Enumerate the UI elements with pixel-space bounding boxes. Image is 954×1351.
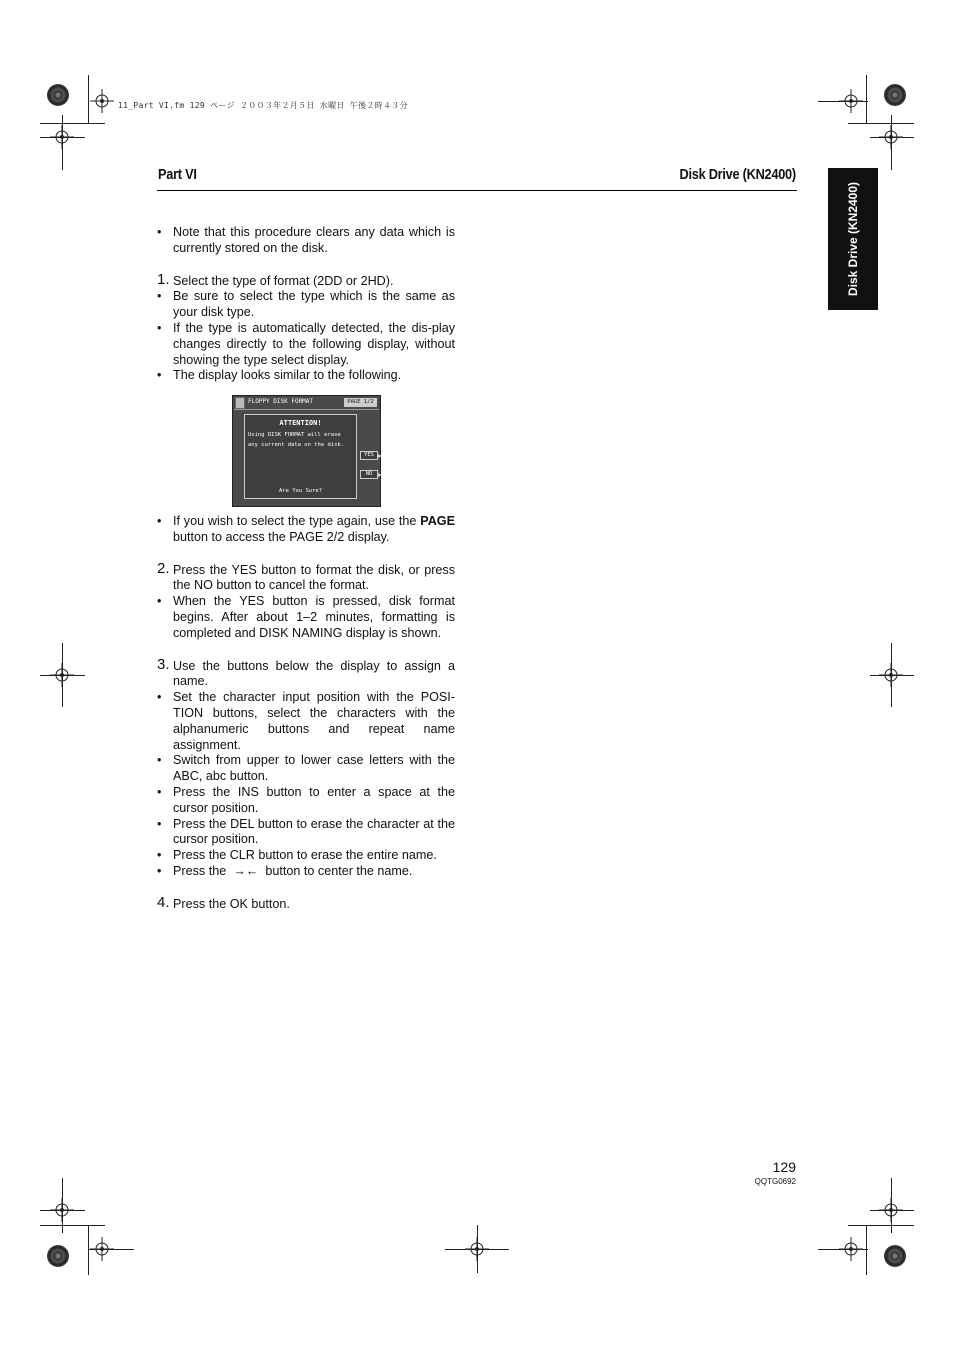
list-item: • Press the DEL button to erase the character at the cursor position. [157,817,455,849]
list-item: • Press the →← button to center the name. [157,864,455,880]
list-item: • If the type is automatically detected, the dis-play changes directly to the following display, without showing the type select display. [157,321,455,368]
step-text: Press the OK button. [173,896,290,911]
intro-note: • Note that this procedure clears any data which is currently stored on the disk. [157,225,455,257]
step-text: Use the buttons below the display to assign a name. [173,658,455,689]
document-code: QQTG0692 [754,1177,796,1186]
lcd-message-line-2: any current data on the disk. [248,442,345,448]
running-head-part: Part VI [158,166,197,183]
list-item: • When the YES button is pressed, disk format begins. After about 1–2 minutes, formatting is completed and DISK NAMING display is shown. [157,594,455,641]
step-number: 2. [157,559,170,577]
list-item: • Set the character input position with the POSI-TION buttons, select the characters with the alphanumeric buttons and repeat name assignment. [157,690,455,753]
content-upper [157,225,455,384]
step-number: 1. [157,270,170,288]
step-4 [157,893,455,913]
disk-icon [235,397,245,409]
content-lower [157,514,455,913]
lcd-dialog [244,414,357,499]
print-header: 11_Part VI.fm 129 ページ ２００３年２月５日 水曜日 午後２時４３分 [118,101,408,110]
registration-target-icon [90,89,114,113]
list-item: • If you wish to select the type again, use the PAGE button to access the PAGE 2/2 display. [157,514,455,546]
lcd-message-line-1: Using DISK FORMAT will erase [248,432,341,438]
lcd-display-figure [232,395,381,507]
step-text: Select the type of format (2DD or 2HD). [173,273,394,288]
step-3 [157,655,455,691]
list-item: • Be sure to select the type which is the same as your disk type. [157,289,455,321]
side-thumb-tab [828,168,878,310]
lcd-confirm-prompt: Are You Sure? [278,488,323,494]
registration-disc-icon [47,84,69,106]
list-item: • Press the CLR button to erase the entire name. [157,848,455,864]
list-item: • Switch from upper to lower case letters with the ABC, abc button. [157,753,455,785]
step-number: 3. [157,655,170,673]
lcd-no-button: NO [360,470,378,479]
lcd-yes-button: YES [360,451,378,460]
step-1 [157,270,455,290]
registration-disc-icon [47,1245,69,1267]
lcd-divider [234,409,379,410]
list-item: • Press the INS button to enter a space at the cursor position. [157,785,455,817]
lcd-page-indicator: PAGE 1/2 [344,398,377,407]
page-number: 129 [772,1159,796,1175]
lcd-title: FLOPPY DISK FORMAT [248,398,314,405]
list-item: • The display looks similar to the following. [157,368,455,384]
registration-disc-icon [884,84,906,106]
header-rule [157,190,797,191]
step-text: Press the YES button to format the disk, or press the NO button to cancel the format. [173,562,455,593]
step-number: 4. [157,893,170,911]
lcd-attention: ATTENTION! [279,419,322,427]
running-head-section: Disk Drive (KN2400) [679,166,796,183]
registration-disc-icon [884,1245,906,1267]
side-tab-label: Disk Drive (KN2400) [846,181,860,297]
step-2 [157,559,455,595]
